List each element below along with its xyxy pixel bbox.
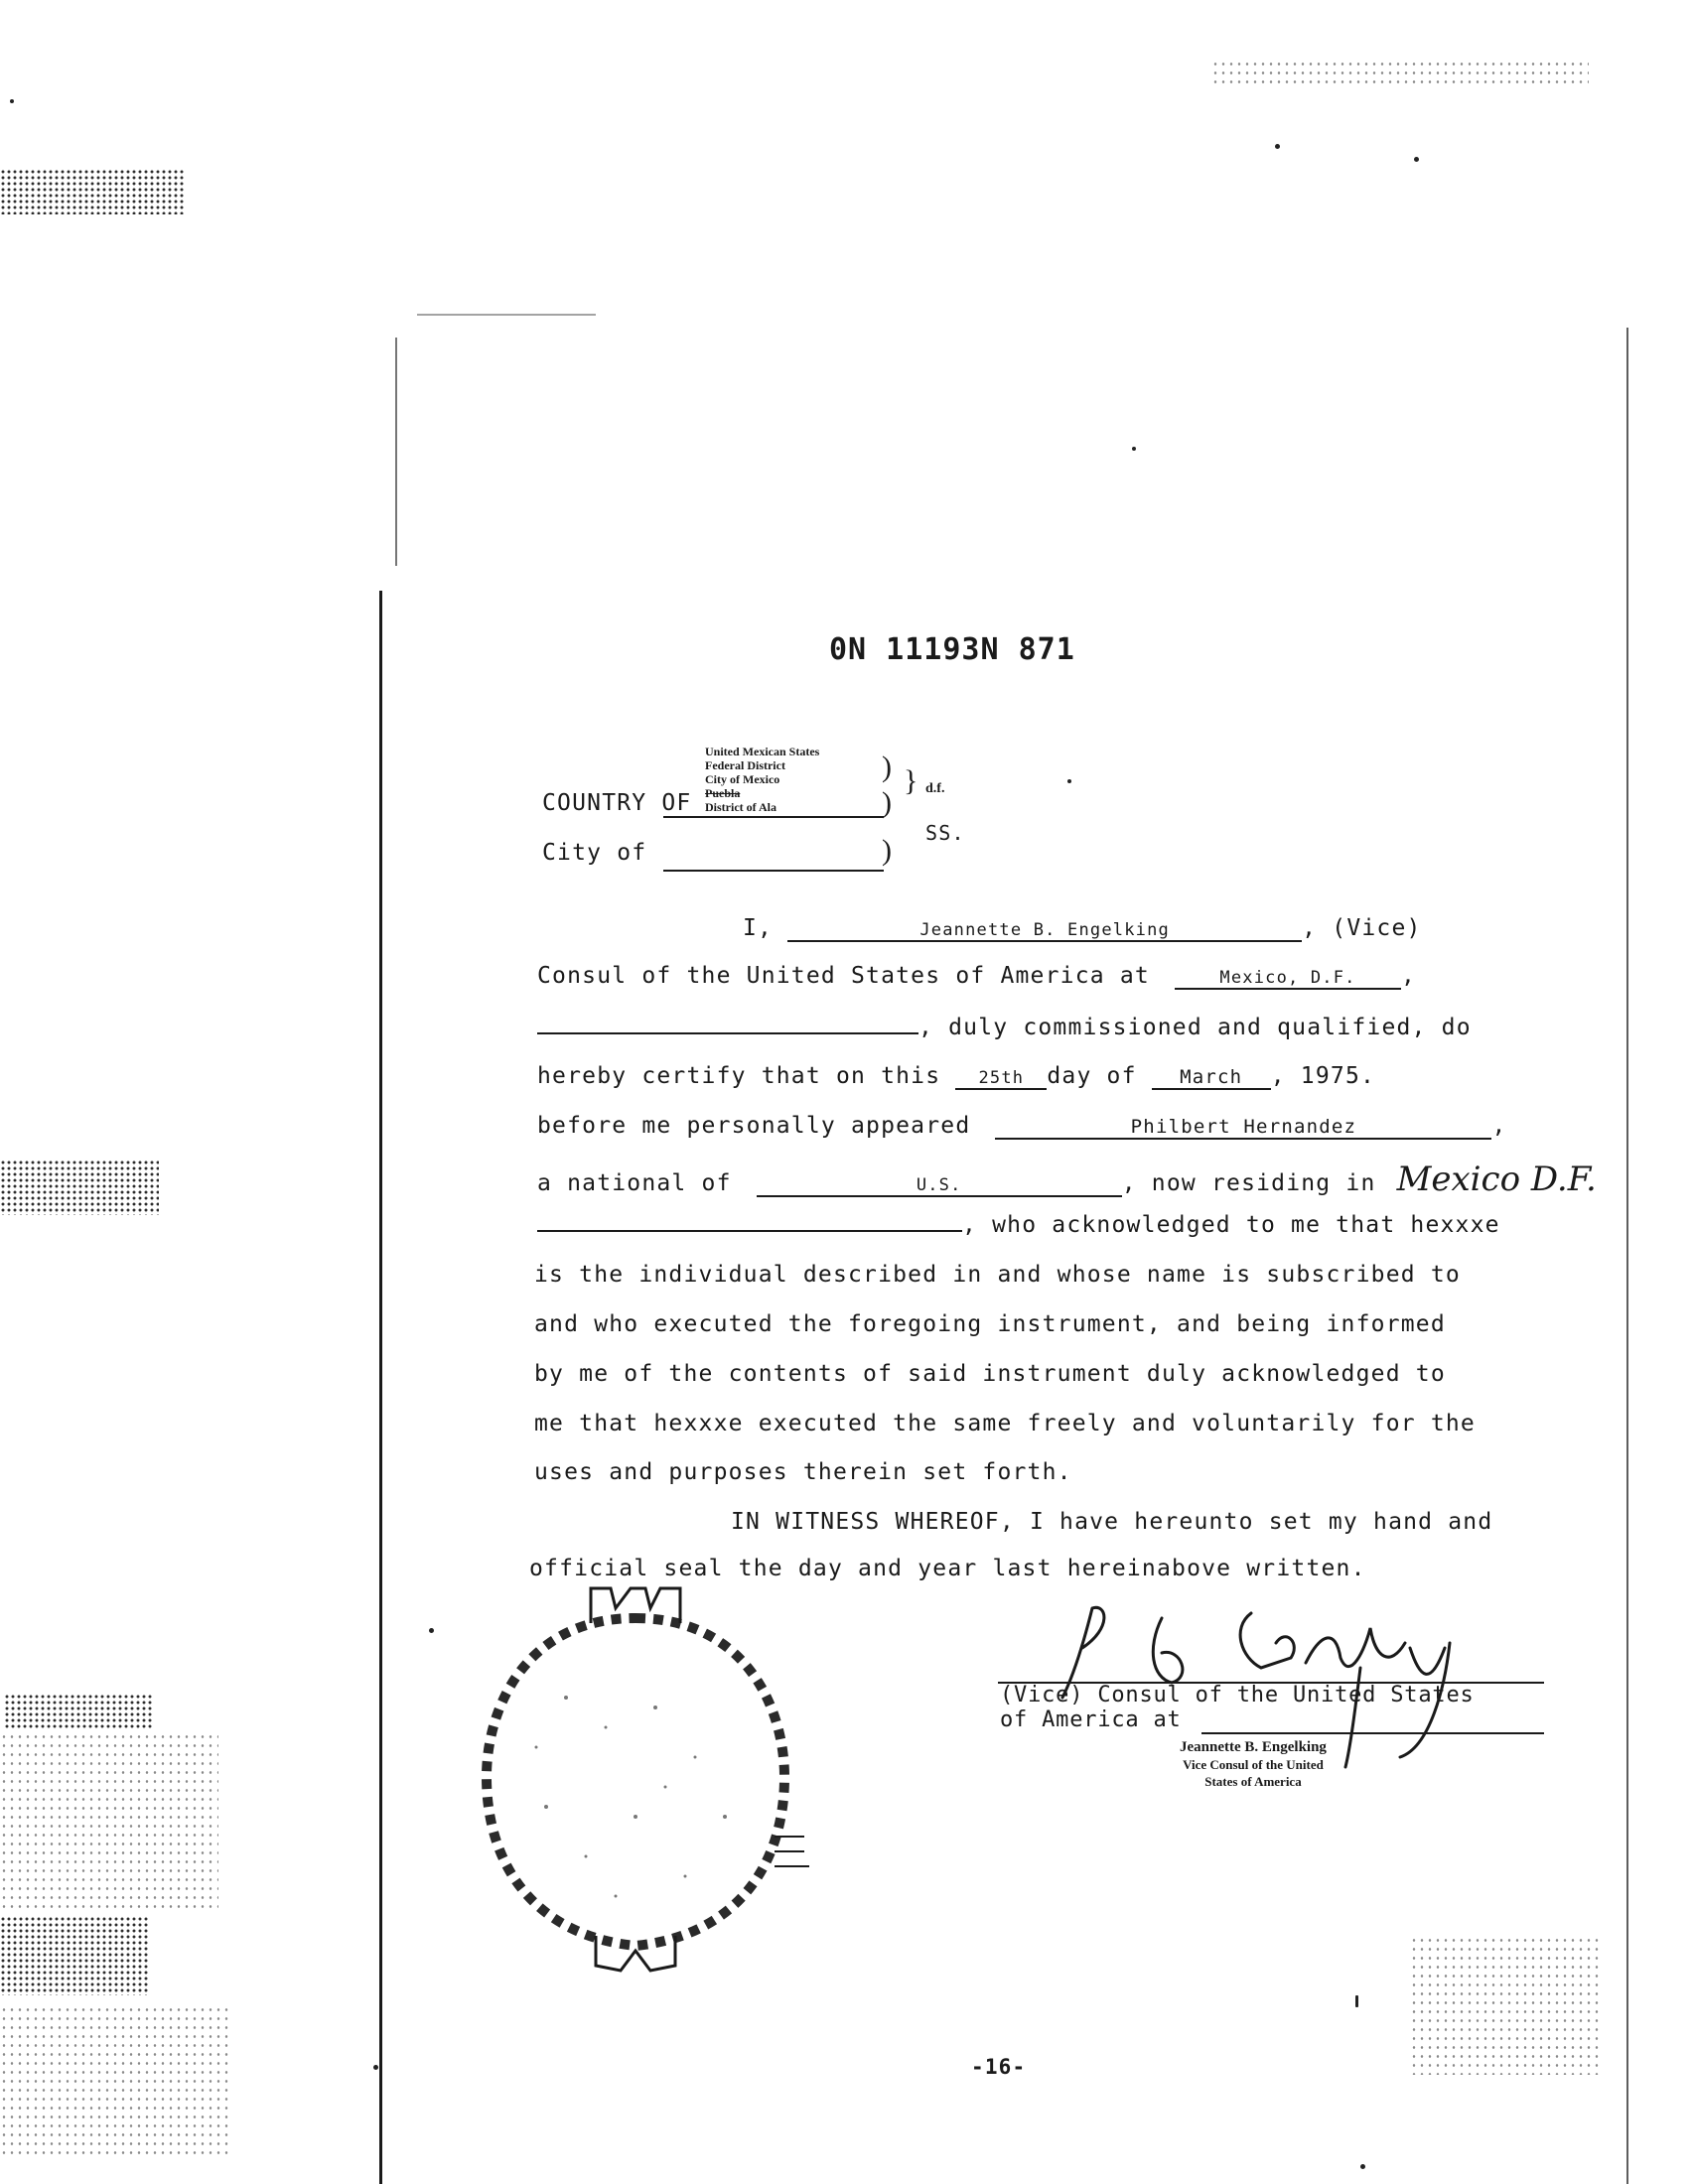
venue-stamp-line: City of Mexico — [705, 772, 780, 786]
certificate-line-1 — [743, 915, 1422, 942]
city-label: City of — [542, 840, 647, 866]
ss-mark: d.f. — [925, 781, 945, 796]
page-edge-top — [417, 314, 596, 316]
ss-brace: } — [904, 764, 918, 797]
speck — [373, 2065, 378, 2070]
stamp-line: States of America — [1204, 1774, 1302, 1789]
speck — [1360, 2164, 1365, 2169]
scan-artifact — [0, 2005, 228, 2154]
speck — [1067, 779, 1071, 783]
scan-artifact — [0, 1916, 149, 1995]
certificate-line-6 — [537, 1160, 1597, 1199]
speck — [1275, 144, 1280, 149]
venue-stamp-line: District of Ala — [705, 800, 776, 814]
ss-brace: ) — [882, 751, 892, 783]
signature-title-2: of America at — [1000, 1707, 1182, 1732]
stamp-line: Vice Consul of the United — [1183, 1757, 1324, 1772]
appeared-name-field: Philbert Hernandez — [995, 1116, 1491, 1140]
ss-label: SS. — [925, 821, 965, 845]
page-edge-left-upper — [395, 338, 397, 566]
residence-handwritten: Mexico D.F. — [1396, 1160, 1597, 1199]
witness-line-2: official seal the day and year last hereinabove written. — [529, 1556, 1366, 1581]
country-underline — [663, 816, 884, 818]
certificate-line-11: me that hexxxe executed the same freely and voluntarily for the — [534, 1411, 1476, 1436]
speck — [10, 99, 14, 103]
certificate-line-12: uses and purposes therein set forth. — [534, 1459, 1072, 1485]
document-number: 0N 11193N 871 — [829, 632, 1075, 667]
consul-name-field: Jeannette B. Engelking — [787, 920, 1302, 942]
scan-artifact — [4, 1694, 153, 1729]
speck — [429, 1628, 434, 1633]
ss-brace: ) — [882, 834, 892, 867]
page-edge-right — [1626, 328, 1628, 2184]
line7-suffix: , who acknowledged to me that hexxxe — [962, 1212, 1500, 1238]
certificate-line-10: by me of the contents of said instrument duly acknowledged to — [534, 1361, 1446, 1387]
venue-stamp-line: Federal District — [705, 758, 785, 772]
certificate-line-2: Consul of the United States of America at Mexico, D.F. , — [537, 963, 1417, 989]
speck — [1355, 1995, 1358, 2007]
scan-artifact — [0, 1160, 159, 1215]
blank-field — [537, 1230, 962, 1232]
certificate-line-9: and who executed the foregoing instrument, and being informed — [534, 1311, 1446, 1337]
certificate-line-7 — [537, 1212, 1500, 1238]
blank-field — [537, 1032, 918, 1034]
line6-mid: , now residing in — [1121, 1170, 1376, 1196]
speck — [1132, 447, 1136, 451]
stamp-line: Jeannette B. Engelking — [1180, 1739, 1327, 1755]
vice-label: , (Vice) — [1302, 915, 1422, 941]
certificate-line-5: before me personally appeared Philbert Hernandez , — [537, 1113, 1507, 1139]
ss-brace: ) — [882, 786, 892, 819]
line3-suffix: , duly commissioned and qualified, do — [918, 1015, 1472, 1040]
venue-stamp-line: United Mexican States — [705, 745, 820, 758]
scan-artifact — [0, 169, 184, 214]
speck — [1414, 157, 1419, 162]
page-number: -16- — [971, 2055, 1027, 2079]
line2-prefix: Consul of the United States of America at — [537, 963, 1150, 989]
certificate-line-8: is the individual described in and whose name is subscribed to — [534, 1262, 1461, 1288]
venue-stamp — [705, 745, 819, 814]
location-field: Mexico, D.F. — [1175, 968, 1401, 990]
year-field: , 1975. — [1270, 1063, 1376, 1089]
certificate-line-4 — [537, 1063, 1375, 1090]
scan-artifact — [0, 1732, 218, 1911]
day-field: 25th — [955, 1068, 1047, 1090]
page-edge-left — [379, 591, 382, 2184]
seal-emblem — [487, 1588, 809, 1971]
intro-prefix: I, — [743, 915, 774, 941]
witness-line-1: IN WITNESS WHEREOF, I have hereunto set my hand and — [731, 1509, 1493, 1535]
scan-artifact — [1211, 60, 1589, 89]
nationality-field: U.S. — [757, 1175, 1122, 1197]
line6-prefix: a national of — [537, 1170, 732, 1196]
line4-prefix: hereby certify that on this — [537, 1063, 941, 1089]
country-label: COUNTRY OF — [542, 790, 692, 816]
official-seal — [447, 1578, 824, 1985]
line5-prefix: before me personally appeared — [537, 1113, 971, 1139]
line4-mid: day of — [1047, 1063, 1137, 1089]
signature-location-line — [1201, 1732, 1544, 1734]
certificate-line-3 — [537, 1015, 1472, 1040]
scan-artifact — [1410, 1936, 1599, 2075]
venue-stamp-line: Puebla — [705, 786, 741, 800]
month-field: March — [1152, 1066, 1271, 1090]
city-underline — [663, 870, 884, 872]
signature-title-1: (Vice) Consul of the United States — [1000, 1683, 1475, 1707]
consul-name-stamp — [1180, 1739, 1327, 1790]
seal-stipple — [535, 1696, 728, 1898]
